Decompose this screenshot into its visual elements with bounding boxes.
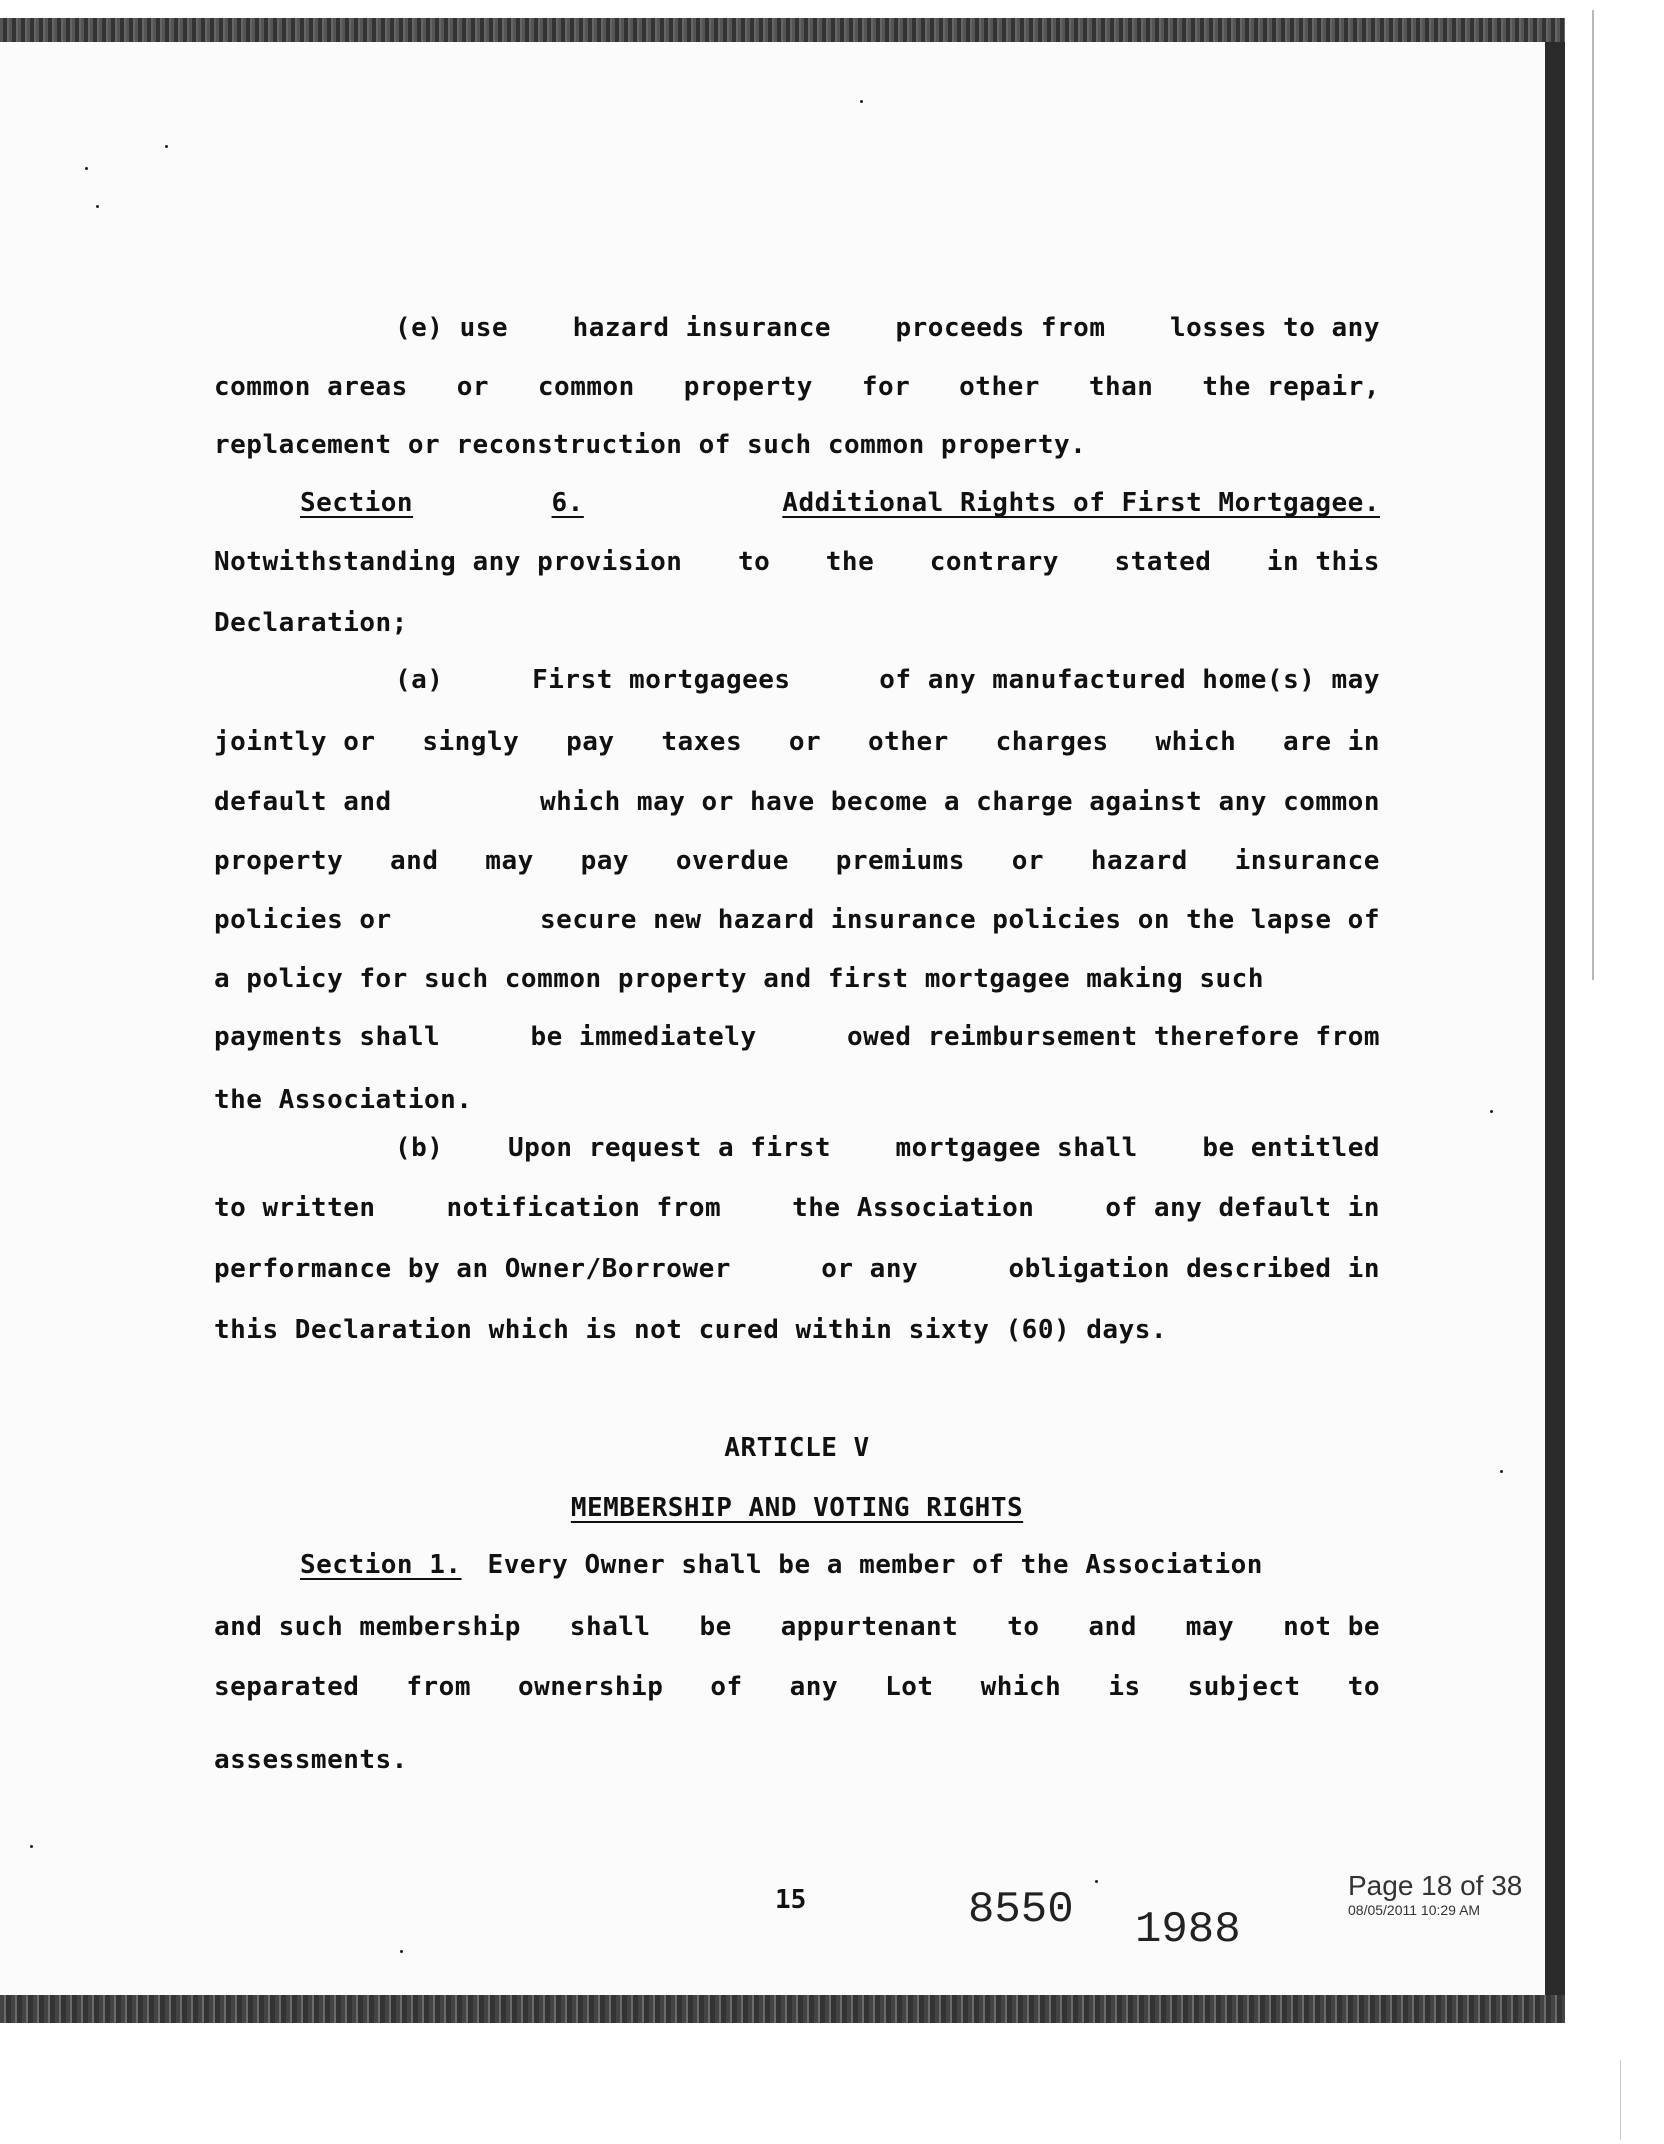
text-span: of any default in	[1105, 1193, 1380, 1223]
text-span: mortgagee shall	[895, 1133, 1138, 1163]
article-subheading	[214, 1493, 1380, 1523]
text-span: or	[788, 727, 822, 757]
scan-speck	[1500, 1470, 1503, 1473]
page-number: 15	[775, 1885, 807, 1915]
paragraph-b-line-2	[214, 1193, 1380, 1223]
page-info	[1348, 1870, 1538, 1918]
text-span: or	[1011, 846, 1045, 876]
text-span: default and	[214, 787, 392, 817]
text-span: contrary	[929, 547, 1059, 577]
text-span: property	[683, 372, 813, 402]
paragraph-a-line-8: the Association.	[214, 1085, 473, 1115]
scan-speck	[30, 1845, 33, 1848]
text-span: performance by an Owner/Borrower	[214, 1254, 731, 1284]
text-span: Upon request a first	[507, 1133, 832, 1163]
scan-speck	[96, 205, 99, 208]
paragraph-a-line-5	[214, 905, 1380, 935]
text-span: hazard insurance	[572, 313, 832, 343]
text-span: or any	[821, 1254, 919, 1284]
text-span: to	[1007, 1612, 1040, 1642]
section-6-line-2: Declaration;	[214, 608, 408, 638]
text-span: taxes	[661, 727, 743, 757]
text-span: ownership	[517, 1672, 664, 1702]
text-span: First mortgagees	[532, 665, 791, 695]
section-6-heading	[300, 488, 1380, 518]
text-span: not be	[1283, 1612, 1380, 1642]
scan-frame-top-edge	[0, 18, 1565, 42]
text-span: pay	[566, 727, 615, 757]
text-span: pay	[580, 846, 630, 876]
section-6-line-1	[214, 547, 1380, 577]
scan-edge-line	[1592, 10, 1594, 980]
paragraph-b-line-3	[214, 1254, 1380, 1284]
text-span: payments shall	[214, 1022, 441, 1052]
text-span: property	[214, 846, 344, 876]
section-1-line-4: assessments.	[214, 1745, 408, 1775]
text-span: be entitled	[1202, 1133, 1380, 1163]
section-label: Section 1.	[300, 1550, 462, 1580]
text-span: the repair,	[1202, 372, 1380, 402]
section-1-line-3	[214, 1672, 1380, 1702]
text-span: other	[868, 727, 949, 757]
text-span: appurtenant	[780, 1612, 959, 1642]
scan-edge-tick	[1620, 2060, 1621, 2140]
scan-speck	[1490, 1110, 1493, 1113]
section-label: Section	[300, 488, 414, 518]
text-span: losses to any	[1169, 313, 1380, 343]
text-span: or	[456, 372, 490, 402]
section-title: Additional Rights of First Mortgagee.	[782, 488, 1380, 518]
text-span: of any manufactured home(s) may	[879, 665, 1380, 695]
paragraph-b-line-4: this Declaration which is not cured within sixty (60) days.	[214, 1315, 1168, 1345]
text-span: any	[789, 1672, 839, 1702]
text-span: separated	[214, 1672, 360, 1702]
text-span: Every Owner shall be a member of the Association	[487, 1550, 1263, 1580]
scan-speck	[400, 1950, 403, 1953]
text-span: subject	[1187, 1672, 1301, 1702]
text-span: policies or	[214, 905, 392, 935]
text-span: obligation described in	[1008, 1254, 1380, 1284]
print-timestamp: 08/05/2011 10:29 AM	[1348, 1902, 1481, 1918]
text-span: to	[1347, 1672, 1380, 1702]
text-span: which	[1155, 727, 1237, 757]
scan-frame-bottom-edge	[0, 1995, 1565, 2023]
text-span: for	[861, 372, 911, 402]
text-span: premiums	[835, 846, 965, 876]
text-span: may	[1185, 1612, 1235, 1642]
text-span: and	[390, 846, 439, 876]
text-span: a policy for such common property and first mortgagee making such	[214, 964, 1264, 994]
article-subheading-text: MEMBERSHIP AND VOTING RIGHTS	[570, 1493, 1024, 1523]
scan-speck	[1095, 1880, 1098, 1883]
text-span: (a)	[395, 665, 444, 695]
article-heading: ARTICLE V	[724, 1433, 870, 1463]
text-span: to written	[214, 1193, 376, 1223]
paragraph-a-line-3	[214, 787, 1380, 817]
text-span: be	[699, 1612, 732, 1642]
paragraph-b-line-1	[395, 1133, 1380, 1163]
scan-speck	[165, 145, 168, 148]
text-span: and such membership	[214, 1612, 521, 1642]
page-of-label: Page 18 of 38	[1348, 1870, 1523, 1901]
text-span: shall	[569, 1612, 651, 1642]
text-span: is	[1108, 1672, 1141, 1702]
paragraph-e-line-2	[214, 372, 1380, 402]
paragraph-e-line-3: replacement or reconstruction of such common property.	[214, 430, 1087, 460]
text-span: to	[737, 547, 771, 577]
text-span: may	[485, 846, 534, 876]
text-span: from	[406, 1672, 471, 1702]
section-1-line-2	[214, 1612, 1380, 1642]
paragraph-a-line-7	[214, 1022, 1380, 1052]
text-span: Notwithstanding any provision	[214, 547, 683, 577]
text-span: and	[1088, 1612, 1137, 1642]
text-span: (e) use	[395, 313, 509, 343]
text-span: common	[537, 372, 635, 402]
text-span: than	[1088, 372, 1154, 402]
text-span: in this	[1266, 547, 1380, 577]
text-span: are in	[1283, 727, 1380, 757]
paragraph-a-line-4	[214, 846, 1380, 876]
text-span: the	[825, 547, 875, 577]
text-span: singly	[422, 727, 520, 757]
paragraph-a-line-6	[214, 964, 1380, 994]
section-1-line-1	[300, 1550, 1380, 1580]
text-span: stated	[1114, 547, 1212, 577]
text-span: overdue	[675, 846, 789, 876]
text-span: insurance	[1234, 846, 1380, 876]
text-span: hazard	[1090, 846, 1188, 876]
text-span: jointly or	[214, 727, 376, 757]
text-span: secure new hazard insurance policies on the lapse of	[540, 905, 1380, 935]
recording-stamp-book: 8550	[968, 1885, 1074, 1935]
recording-stamp-page: 1988	[1135, 1905, 1241, 1955]
section-number: 6.	[551, 488, 584, 518]
text-span: (b)	[395, 1133, 444, 1163]
paragraph-e-line-1	[395, 313, 1380, 343]
text-span: proceeds from	[895, 313, 1106, 343]
text-span: Lot	[885, 1672, 934, 1702]
text-span: owed reimbursement therefore from	[846, 1022, 1380, 1052]
paragraph-a-line-1	[395, 665, 1380, 695]
text-span: which	[980, 1672, 1062, 1702]
text-span: which may or have become a charge against any common	[540, 787, 1380, 817]
scan-speck	[860, 100, 863, 103]
text-span: charges	[995, 727, 1109, 757]
text-span: other	[959, 372, 1040, 402]
text-span: of	[710, 1672, 743, 1702]
text-span: be immediately	[530, 1022, 757, 1052]
text-span: common areas	[214, 372, 408, 402]
text-span: notification from	[446, 1193, 722, 1223]
paragraph-a-line-2	[214, 727, 1380, 757]
scan-speck	[85, 167, 88, 170]
text-span: the Association	[792, 1193, 1035, 1223]
